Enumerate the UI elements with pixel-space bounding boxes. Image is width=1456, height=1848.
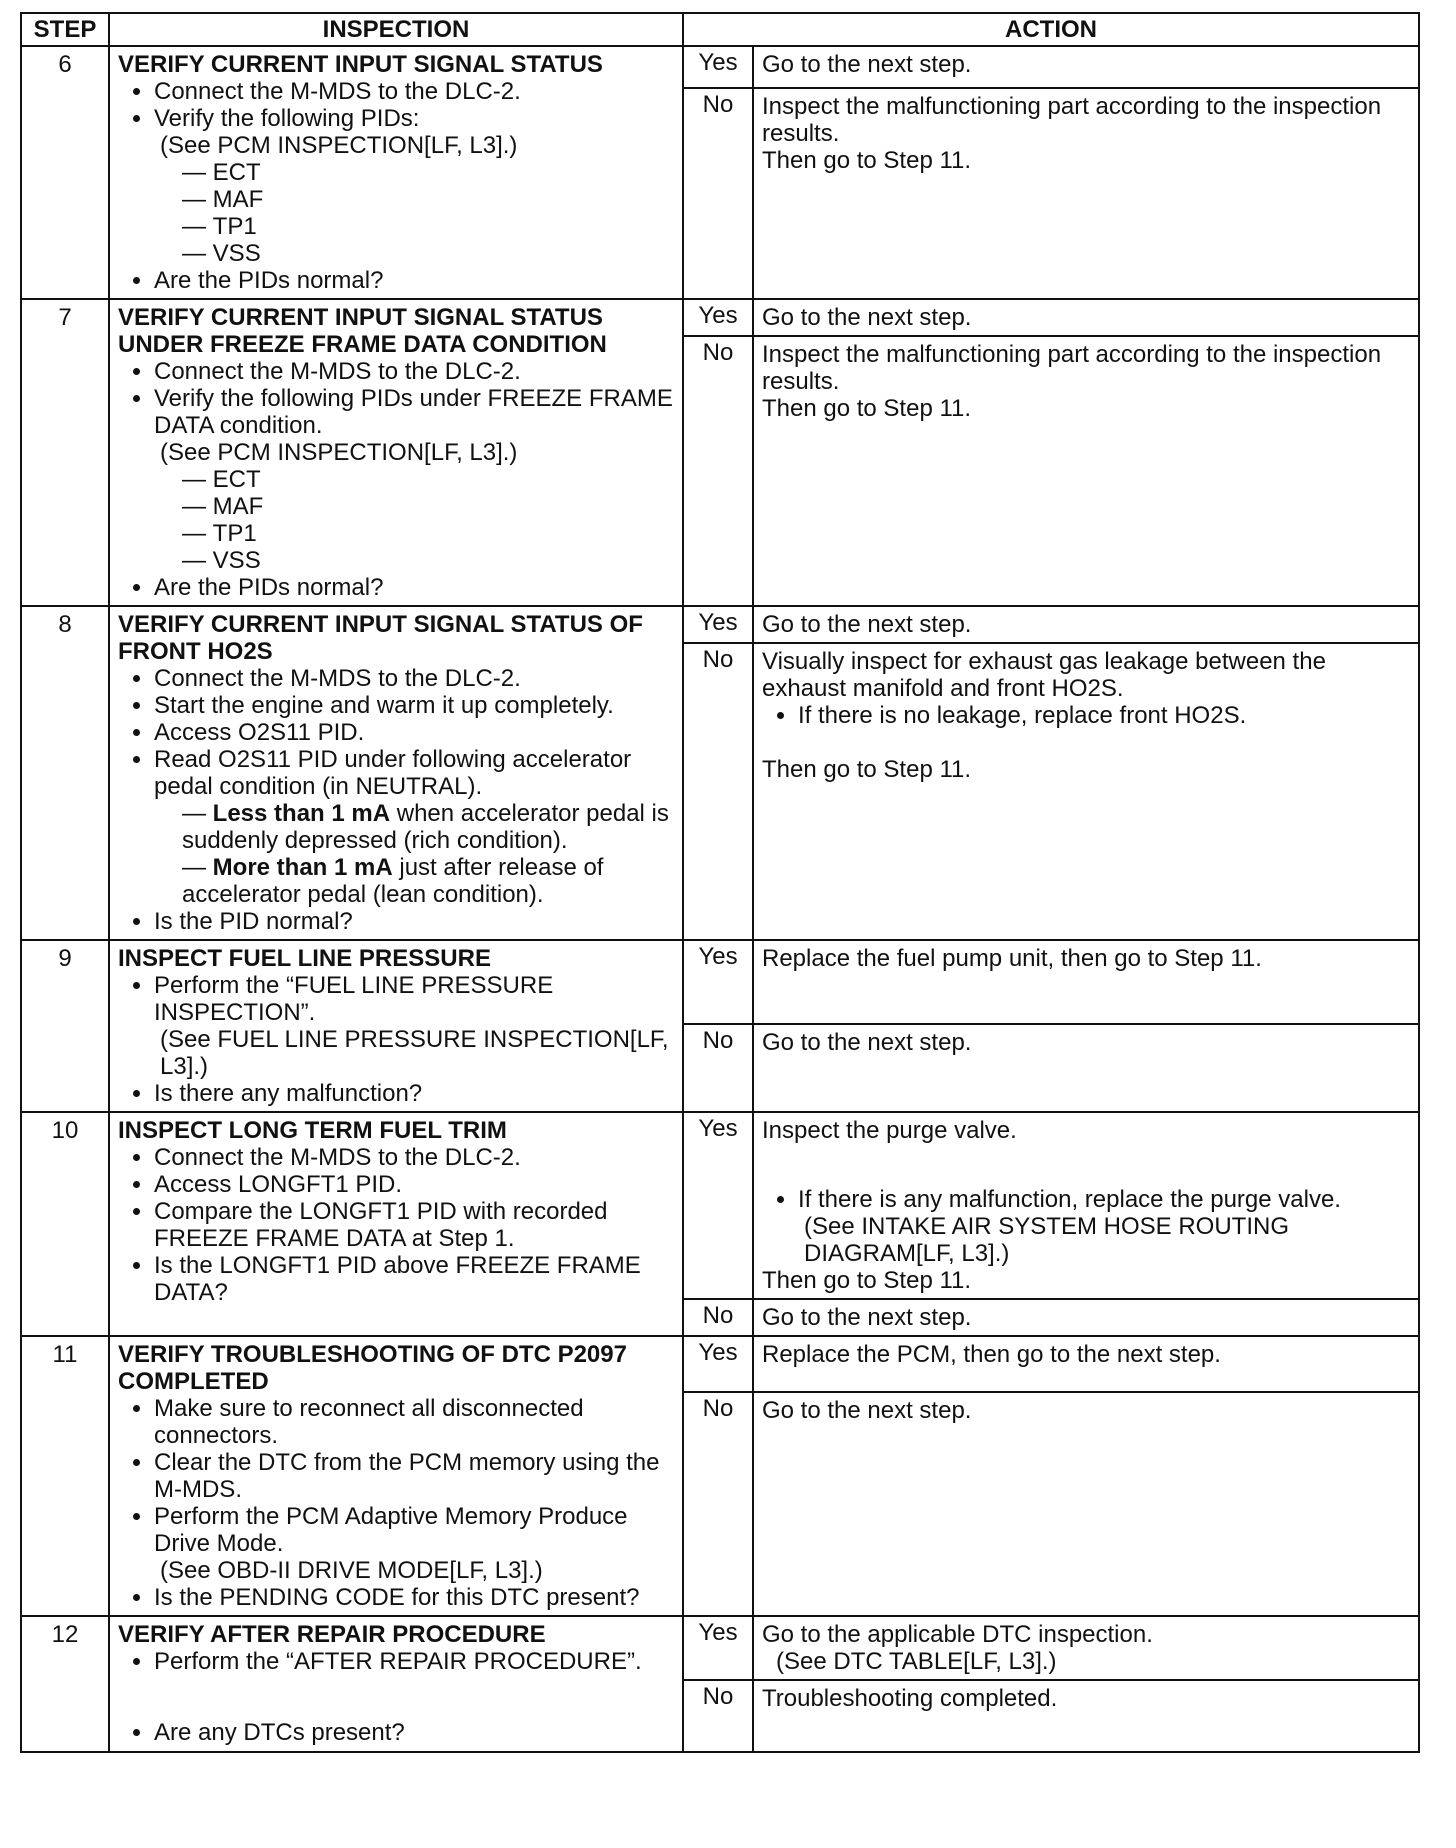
- inspection-question: • Is the LONGFT1 PID above FREEZE FRAME DATA?: [154, 1252, 674, 1306]
- inspection-cell: [109, 940, 683, 1112]
- step-number: 12: [21, 1616, 109, 1752]
- inspection-cell: [109, 1616, 683, 1752]
- step-title: VERIFY AFTER REPAIR PROCEDURE: [118, 1621, 546, 1648]
- inspection-bullet: • Compare the LONGFT1 PID with recorded FREEZE FRAME DATA at Step 1.: [154, 1198, 674, 1252]
- inspection-bullet-text: Read O2S11 PID under following accelerator pedal condition (in NEUTRAL).: [154, 746, 632, 800]
- reference-note: (See FUEL LINE PRESSURE INSPECTION[LF, L3].): [160, 1026, 669, 1080]
- yes-label: Yes: [683, 940, 753, 1024]
- inspection-bullet-text: Perform the PCM Adaptive Memory Produce Drive Mode.: [154, 1503, 628, 1557]
- pid-item: — ECT: [182, 466, 674, 493]
- inspection-bullet: • Make sure to reconnect all disconnected connectors.: [154, 1395, 674, 1449]
- no-action: Visually inspect for exhaust gas leakage between the exhaust manifold and front HO2S.: [762, 648, 1326, 702]
- yes-action-bullet-text: If there is any malfunction, replace the purge valve.: [798, 1186, 1341, 1213]
- step-title: INSPECT FUEL LINE PRESSURE: [118, 945, 491, 972]
- yes-label: Yes: [683, 1336, 753, 1392]
- no-action-then: Then go to Step 11.: [762, 756, 972, 783]
- inspection-bullet-text: Verify the following PIDs under FREEZE FRAME DATA condition.: [154, 385, 673, 439]
- inspection-cell: [109, 1112, 683, 1336]
- no-action-cell: [753, 88, 1419, 299]
- inspection-bullet: • Connect the M-MDS to the DLC-2.: [154, 358, 674, 385]
- yes-action: Replace the PCM, then go to the next step.: [753, 1336, 1419, 1392]
- step-number: 6: [21, 46, 109, 299]
- header-step: STEP: [21, 13, 109, 46]
- inspection-cell: [109, 606, 683, 940]
- no-action: Troubleshooting completed.: [753, 1680, 1419, 1752]
- reference-note: (See PCM INSPECTION[LF, L3].): [160, 132, 518, 159]
- condition-item: [182, 800, 674, 854]
- yes-action: Inspect the purge valve.: [762, 1117, 1017, 1144]
- inspection-bullet: [154, 1503, 674, 1584]
- pid-item: — MAF: [182, 186, 674, 213]
- yes-action: Go to the next step.: [753, 606, 1419, 643]
- condition-text: just after release of accelerator pedal (lean condition).: [182, 854, 604, 908]
- yes-label: Yes: [683, 46, 753, 88]
- condition-value: Less than 1 mA: [212, 800, 391, 827]
- step-title: VERIFY TROUBLESHOOTING OF DTC P2097 COMPLETED: [118, 1341, 627, 1395]
- yes-label: Yes: [683, 299, 753, 336]
- yes-action-cell: [753, 1112, 1419, 1299]
- inspection-bullet: • Connect the M-MDS to the DLC-2.: [154, 78, 674, 105]
- step-title: VERIFY CURRENT INPUT SIGNAL STATUS: [118, 51, 603, 78]
- table-header-row: [21, 13, 1419, 46]
- inspection-cell: [109, 46, 683, 299]
- step-number: 8: [21, 606, 109, 940]
- inspection-bullet: • Connect the M-MDS to the DLC-2.: [154, 1144, 674, 1171]
- yes-action-bullet: [798, 1186, 1410, 1267]
- condition-value: More than 1 mA: [212, 854, 393, 881]
- condition-item: [182, 854, 674, 908]
- inspection-question: • Are the PIDs normal?: [154, 574, 674, 601]
- no-label: No: [683, 1392, 753, 1616]
- inspection-bullet: [154, 105, 674, 267]
- condition-text: when accelerator pedal is suddenly depressed (rich condition).: [182, 800, 669, 854]
- reference-note: (See DTC TABLE[LF, L3].): [776, 1648, 1057, 1675]
- step-number: 10: [21, 1112, 109, 1336]
- table-row: [21, 1112, 1419, 1299]
- inspection-bullet: • Connect the M-MDS to the DLC-2.: [154, 665, 674, 692]
- inspection-bullet: • Clear the DTC from the PCM memory using the M-MDS.: [154, 1449, 674, 1503]
- inspection-bullet: [154, 972, 674, 1080]
- no-label: No: [683, 336, 753, 606]
- yes-label: Yes: [683, 1112, 753, 1299]
- inspection-bullet: [154, 385, 674, 574]
- no-action: Go to the next step.: [753, 1392, 1419, 1616]
- reference-note: (See PCM INSPECTION[LF, L3].): [160, 439, 518, 466]
- inspection-cell: [109, 299, 683, 606]
- no-action-then: Then go to Step 11.: [762, 146, 972, 174]
- no-label: No: [683, 88, 753, 299]
- inspection-question: • Is the PID normal?: [154, 908, 674, 935]
- pid-item: — VSS: [182, 547, 674, 574]
- no-action: Inspect the malfunctioning part according to the inspection results.: [762, 341, 1382, 395]
- no-label: No: [683, 1299, 753, 1336]
- yes-action: Go to the next step.: [753, 299, 1419, 336]
- step-number: 7: [21, 299, 109, 606]
- yes-action-then: Then go to Step 11.: [762, 1267, 972, 1294]
- inspection-question: • Are any DTCs present?: [154, 1719, 674, 1746]
- pid-item: — TP1: [182, 520, 674, 547]
- inspection-cell: [109, 1336, 683, 1616]
- inspection-question: • Are the PIDs normal?: [154, 267, 674, 294]
- table-row: [21, 606, 1419, 643]
- inspection-bullet: [154, 746, 674, 908]
- no-label: No: [683, 1680, 753, 1752]
- step-title: INSPECT LONG TERM FUEL TRIM: [118, 1117, 507, 1144]
- pid-item: — MAF: [182, 493, 674, 520]
- yes-label: Yes: [683, 1616, 753, 1680]
- no-action: Inspect the malfunctioning part according to the inspection results.: [762, 92, 1382, 147]
- no-action-cell: [753, 336, 1419, 606]
- step-number: 11: [21, 1336, 109, 1616]
- header-action: ACTION: [683, 13, 1419, 46]
- table-row: [21, 299, 1419, 336]
- no-action-bullet: • If there is no leakage, replace front HO2S.: [798, 702, 1410, 729]
- inspection-question: • Is the PENDING CODE for this DTC present?: [154, 1584, 674, 1611]
- pid-item: — ECT: [182, 159, 674, 186]
- no-label: No: [683, 643, 753, 940]
- no-action-cell: [753, 643, 1419, 940]
- yes-action: Go to the applicable DTC inspection.: [762, 1621, 1153, 1648]
- no-action: Go to the next step.: [753, 1024, 1419, 1112]
- table-row: [21, 1336, 1419, 1392]
- inspection-question: • Is there any malfunction?: [154, 1080, 674, 1107]
- step-title: VERIFY CURRENT INPUT SIGNAL STATUS OF FRONT HO2S: [118, 611, 643, 665]
- yes-action: Go to the next step.: [753, 46, 1419, 88]
- inspection-bullet: • Access LONGFT1 PID.: [154, 1171, 674, 1198]
- inspection-bullet: • Access O2S11 PID.: [154, 719, 674, 746]
- header-inspection: INSPECTION: [109, 13, 683, 46]
- yes-action: Replace the fuel pump unit, then go to Step 11.: [753, 940, 1419, 1024]
- table-row: [21, 940, 1419, 1024]
- reference-note: (See OBD-II DRIVE MODE[LF, L3].): [160, 1557, 543, 1584]
- inspection-bullet: • Perform the “AFTER REPAIR PROCEDURE”.: [154, 1648, 674, 1675]
- troubleshooting-table: [20, 12, 1420, 1753]
- step-number: 9: [21, 940, 109, 1112]
- pid-item: — TP1: [182, 213, 674, 240]
- inspection-bullet-text: Verify the following PIDs:: [154, 105, 420, 132]
- no-action: Go to the next step.: [753, 1299, 1419, 1336]
- inspection-bullet: • Start the engine and warm it up completely.: [154, 692, 674, 719]
- no-label: No: [683, 1024, 753, 1112]
- pid-item: — VSS: [182, 240, 674, 267]
- table-row: [21, 46, 1419, 88]
- yes-label: Yes: [683, 606, 753, 643]
- diagnostic-procedure-sheet: [20, 12, 1420, 1753]
- table-row: [21, 1616, 1419, 1680]
- no-action-then: Then go to Step 11.: [762, 395, 972, 422]
- reference-note: (See INTAKE AIR SYSTEM HOSE ROUTING DIAGRAM[LF, L3].): [804, 1213, 1289, 1267]
- yes-action-cell: [753, 1616, 1419, 1680]
- step-title: VERIFY CURRENT INPUT SIGNAL STATUS UNDER FREEZE FRAME DATA CONDITION: [118, 304, 607, 358]
- inspection-bullet-text: Perform the “FUEL LINE PRESSURE INSPECTION”.: [154, 972, 554, 1026]
